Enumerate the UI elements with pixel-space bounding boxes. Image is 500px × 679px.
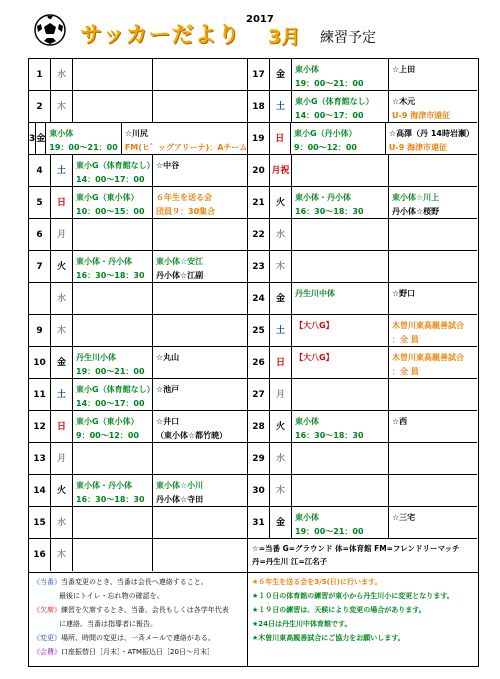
schedule-row	[248, 59, 477, 91]
day-number: 25	[248, 315, 270, 346]
day-of-week: 金	[51, 347, 73, 378]
note-cell	[153, 315, 247, 346]
day-number: 11	[29, 379, 51, 410]
schedule-row	[29, 187, 247, 219]
note-cell	[153, 443, 247, 474]
note-cell	[389, 443, 477, 474]
activity-line: 東小G（体育館なし）	[295, 97, 374, 106]
soccer-ball-icon	[34, 14, 66, 46]
schedule-row	[29, 283, 247, 315]
day-number: 17	[248, 59, 270, 90]
schedule-row	[29, 251, 247, 283]
schedule-row	[29, 59, 247, 91]
activity-line: 9：00～12：00	[294, 143, 357, 152]
footer-announcement: ★木曽川東高親善試合にご協力をお願いします。	[252, 634, 405, 642]
day-number: 9	[29, 315, 51, 346]
activity-cell	[292, 347, 389, 378]
schedule-row	[248, 91, 477, 123]
note-cell	[153, 347, 247, 378]
day-of-week: 月祝	[270, 155, 292, 186]
activity-cell	[73, 283, 153, 314]
activity-cell	[292, 443, 389, 474]
activity-cell	[73, 59, 153, 90]
note-cell	[386, 123, 477, 154]
footer-note-key: 《欠席》	[33, 606, 61, 614]
footer-announcement: ★24日は丹生川中体育館です。	[252, 620, 352, 628]
activity-line: 【大八G】	[295, 321, 334, 330]
footer-note-text: 最後にトイレ・忘れ物の確認を。	[59, 592, 164, 600]
day-number: 28	[248, 411, 270, 442]
footer-note-text: 練習を欠席するとき、当番、会長もしくは各学年代表	[61, 606, 229, 614]
schedule-row	[248, 507, 477, 539]
day-number: 14	[29, 475, 51, 506]
note-cell	[153, 219, 247, 250]
day-of-week: 日	[51, 411, 73, 442]
schedule-row	[29, 219, 247, 251]
activity-line: 19：00～21：00	[76, 367, 145, 376]
activity-line: 東小体	[295, 417, 319, 426]
activity-line: 東小G（体育館なし）	[76, 161, 155, 170]
activity-cell	[73, 91, 153, 122]
day-of-week: 日	[270, 123, 292, 154]
note-line: ☆上田	[392, 65, 416, 74]
note-cell	[389, 347, 477, 378]
footer-note	[33, 617, 243, 631]
note-cell	[153, 59, 247, 90]
note-line: ６年生を送る会	[156, 193, 212, 202]
day-number: 21	[248, 187, 270, 218]
day-of-week: 木	[270, 251, 292, 282]
footer-note	[33, 603, 243, 617]
footer-note-text: 口座振替日［月末］・ATM振込日［20日～月末］	[61, 648, 214, 656]
schedule-row	[29, 411, 247, 443]
notes-footer	[28, 571, 479, 667]
activity-cell	[73, 347, 153, 378]
activity-line: 東小体・丹小体	[295, 193, 351, 202]
day-of-week: 火	[270, 411, 292, 442]
day-number: 23	[248, 251, 270, 282]
day-of-week: 水	[51, 283, 73, 314]
header	[28, 12, 478, 58]
note-line: ☆三宅	[392, 513, 416, 522]
activity-cell	[292, 475, 389, 506]
note-cell	[122, 123, 251, 154]
day-number: 3	[29, 123, 36, 154]
activity-cell	[73, 539, 153, 571]
note-line: ☆井口	[156, 417, 180, 426]
day-of-week: 火	[270, 187, 292, 218]
activity-cell	[292, 155, 389, 186]
activity-cell	[73, 219, 153, 250]
activity-line: 9：00～12：00	[76, 431, 139, 440]
activity-line: 【大八G】	[295, 353, 334, 362]
activity-line: 東小G（東小体）	[76, 417, 139, 426]
day-of-week: 月	[270, 379, 292, 410]
activity-line: 10：00～15：00	[76, 207, 145, 216]
schedule-left-column	[29, 59, 247, 571]
note-line: ☆丸山	[156, 353, 180, 362]
activity-cell	[46, 123, 122, 154]
note-line: 東小体☆安江	[156, 257, 204, 266]
activity-cell	[73, 379, 153, 410]
schedule-row	[248, 475, 477, 507]
schedule-row	[248, 283, 477, 315]
day-number: 26	[248, 347, 270, 378]
day-of-week: 月	[51, 443, 73, 474]
activity-cell	[292, 315, 389, 346]
day-of-week: 木	[51, 539, 73, 571]
day-number: 13	[29, 443, 51, 474]
schedule-row	[29, 507, 247, 539]
day-number: 19	[248, 123, 270, 154]
note-cell	[153, 283, 247, 314]
day-of-week: 水	[51, 59, 73, 90]
note-cell	[389, 507, 477, 538]
activity-cell	[73, 475, 153, 506]
note-cell	[153, 187, 247, 218]
activity-cell	[292, 219, 389, 250]
year: 2017	[246, 14, 274, 25]
footer-note	[33, 645, 243, 659]
schedule-row	[248, 123, 477, 155]
note-line: U-9 海津市遠征	[388, 143, 448, 152]
activity-line: 東小G（体育館なし）	[76, 385, 155, 394]
schedule-row	[29, 443, 247, 475]
footer-note-key: 《当番》	[33, 578, 61, 586]
day-of-week: 土	[270, 315, 292, 346]
day-of-week: 木	[51, 315, 73, 346]
day-of-week: 水	[51, 507, 73, 538]
schedule-row	[29, 123, 247, 155]
activity-line: 14：00～17：00	[76, 399, 145, 408]
activity-line: 14：00～17：00	[295, 111, 364, 120]
day-number: 5	[29, 187, 51, 218]
note-cell	[389, 283, 477, 314]
schedule-row	[248, 251, 477, 283]
note-line: 木曽川東高親善試合	[392, 353, 464, 362]
day-number	[29, 283, 51, 314]
activity-line: 16：30～18：30	[76, 495, 145, 504]
note-line: ☆池戸	[156, 385, 180, 394]
note-line: 団員９：30集合	[156, 207, 216, 216]
day-number: 12	[29, 411, 51, 442]
activity-line: 東小G（東小体）	[76, 193, 139, 202]
note-cell	[389, 187, 477, 218]
day-number: 1	[29, 59, 51, 90]
activity-line: 19：00～21：00	[295, 79, 364, 88]
schedule-row	[248, 379, 477, 411]
note-cell	[389, 251, 477, 282]
note-cell	[389, 475, 477, 506]
footer-note-key: 《会費》	[33, 648, 61, 656]
day-number: 31	[248, 507, 270, 538]
day-of-week: 水	[270, 219, 292, 250]
footer-note	[33, 631, 243, 645]
day-of-week: 水	[270, 443, 292, 474]
activity-cell	[292, 59, 389, 90]
activity-line: 東小体・丹小体	[76, 481, 132, 490]
day-number: 16	[29, 539, 51, 571]
note-line: ：全 員	[392, 367, 419, 376]
activity-line: 丹生川中体	[295, 289, 335, 298]
footer-note-text: に連絡。当番は指導者に報告。	[59, 620, 157, 628]
schedule-row	[248, 187, 477, 219]
activity-cell	[292, 507, 389, 538]
schedule-row	[248, 443, 477, 475]
note-cell	[153, 475, 247, 506]
note-line: U-9 海津市遠征	[392, 111, 451, 120]
day-number: 18	[248, 91, 270, 122]
day-number: 24	[248, 283, 270, 314]
activity-cell	[73, 443, 153, 474]
legend-line: 丹=丹生川 江=江名子	[252, 557, 328, 566]
footer-note	[33, 589, 243, 603]
day-of-week: 日	[51, 187, 73, 218]
legend-line: ☆=当番 G=グラウンド 体=体育館 FM=フレンドリーマッチ	[252, 544, 460, 553]
note-cell	[389, 219, 477, 250]
activity-cell	[73, 155, 153, 186]
footer-announcement: ★１０日の体育館の練習が東小から丹生川小に変更となります。	[252, 592, 454, 600]
day-number: 27	[248, 379, 270, 410]
day-number: 30	[248, 475, 270, 506]
activity-line: 16：30～18：30	[76, 271, 145, 280]
schedule-row	[29, 315, 247, 347]
note-cell	[153, 91, 247, 122]
activity-line: 東小体・丹小体	[76, 257, 132, 266]
schedule-row	[29, 91, 247, 123]
schedule-table	[28, 58, 479, 573]
activity-cell	[292, 91, 389, 122]
activity-line: 丹生川小体	[76, 353, 116, 362]
note-cell	[153, 155, 247, 186]
subtitle: 練習予定	[320, 30, 376, 46]
note-line: 東小体☆小川	[156, 481, 204, 490]
note-line: 丹小体☆寺田	[156, 495, 204, 504]
day-number: 20	[248, 155, 270, 186]
footer-note-text: 場所、時間の変更は、一斉メールで連絡がある。	[61, 634, 215, 642]
activity-cell	[292, 251, 389, 282]
note-line: ☆西	[392, 417, 408, 426]
note-line: 木曽川東高親善試合	[392, 321, 464, 330]
note-cell	[389, 155, 477, 186]
note-line: 東小体☆川上	[392, 193, 440, 202]
day-number: 2	[29, 91, 51, 122]
note-line: ☆野口	[392, 289, 416, 298]
note-cell	[389, 411, 477, 442]
activity-line: 16：30～18：30	[295, 207, 364, 216]
day-of-week: 日	[270, 347, 292, 378]
day-of-week: 金	[270, 59, 292, 90]
day-of-week: 火	[51, 475, 73, 506]
note-cell	[389, 59, 477, 90]
activity-cell	[292, 379, 389, 410]
footer-announcement: ★６年生を送る会を3/5(日)に行います。	[252, 578, 382, 586]
note-line: ☆川尻	[124, 129, 148, 138]
note-cell	[153, 507, 247, 538]
schedule-row	[29, 475, 247, 507]
legend	[248, 539, 477, 571]
note-line: ：全 員	[392, 335, 419, 344]
note-line: FM(ヒ゛ッグアリーナ)：Aチーム	[124, 143, 248, 152]
day-of-week: 土	[270, 91, 292, 122]
note-cell	[389, 91, 477, 122]
activity-cell	[292, 411, 389, 442]
note-cell	[153, 251, 247, 282]
day-number: 6	[29, 219, 51, 250]
activity-cell	[292, 187, 389, 218]
day-number: 4	[29, 155, 51, 186]
day-number: 10	[29, 347, 51, 378]
activity-line: 東小体	[295, 513, 319, 522]
activity-cell	[73, 187, 153, 218]
activity-cell	[73, 411, 153, 442]
schedule-row	[248, 155, 477, 187]
schedule-row	[248, 315, 477, 347]
note-cell	[153, 411, 247, 442]
schedule-row	[248, 219, 477, 251]
day-number: 15	[29, 507, 51, 538]
day-number: 29	[248, 443, 270, 474]
footer-note-text: 当番変更のとき、当番は会長へ連絡すること。	[61, 578, 208, 586]
note-cell	[389, 379, 477, 410]
day-number: 7	[29, 251, 51, 282]
page-title: サッカーだより	[80, 23, 241, 48]
day-of-week: 金	[270, 507, 292, 538]
schedule-row	[29, 539, 247, 571]
day-of-week: 土	[51, 379, 73, 410]
activity-line: 東小G（丹小体）	[294, 129, 357, 138]
notes-right	[247, 571, 478, 666]
activity-cell	[73, 251, 153, 282]
schedule-row	[248, 347, 477, 379]
activity-line: 16：30～18：30	[295, 431, 364, 440]
day-of-week: 火	[51, 251, 73, 282]
note-line: 丹小体☆桜野	[392, 207, 440, 216]
schedule-row	[248, 411, 477, 443]
note-line: ☆高澤（丹 14時岩瀬）	[388, 129, 474, 138]
note-line: ☆木元	[392, 97, 416, 106]
activity-line: 東小体	[295, 65, 319, 74]
note-cell	[153, 539, 247, 571]
footer-note-key: 《変更》	[33, 634, 61, 642]
day-of-week: 月	[51, 219, 73, 250]
note-cell	[389, 315, 477, 346]
day-of-week: 金	[270, 283, 292, 314]
day-of-week: 金	[36, 123, 46, 154]
day-of-week: 土	[51, 155, 73, 186]
note-line: （東小体☆都竹暁）	[156, 431, 228, 440]
activity-cell	[73, 507, 153, 538]
activity-cell	[292, 283, 389, 314]
footer-announcement: ★１９日の練習は、天候により変更の場合があります。	[252, 606, 426, 614]
activity-line: 19：00～21：00	[49, 143, 118, 152]
day-of-week: 木	[270, 475, 292, 506]
day-of-week: 木	[51, 91, 73, 122]
schedule-right-column	[247, 59, 477, 571]
day-number: 22	[248, 219, 270, 250]
activity-line: 19：00～21：00	[295, 527, 364, 536]
note-line: 丹小体☆江副	[156, 271, 204, 280]
schedule-row	[29, 155, 247, 187]
schedule-row	[29, 347, 247, 379]
notes-left	[29, 571, 247, 666]
month: 3月	[268, 26, 301, 48]
note-cell	[153, 379, 247, 410]
footer-note	[33, 575, 243, 589]
schedule-row	[29, 379, 247, 411]
activity-cell	[291, 123, 386, 154]
activity-cell	[73, 315, 153, 346]
note-line: ☆中谷	[156, 161, 180, 170]
activity-line: 14：00～17：00	[76, 175, 145, 184]
activity-line: 東小体	[49, 129, 74, 138]
